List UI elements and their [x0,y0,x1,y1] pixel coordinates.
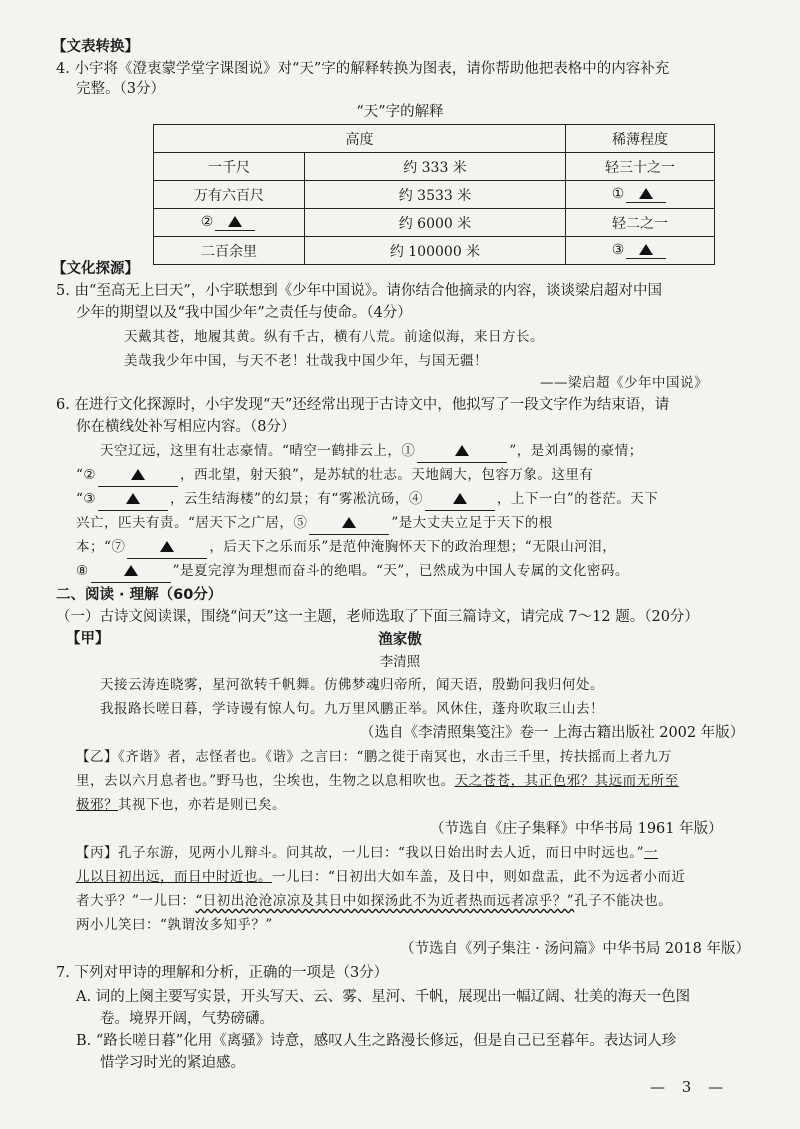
passage-yi-line3 [76,794,286,816]
answer-blank-1[interactable] [417,440,507,463]
poem-author: 李清照 [379,654,421,670]
section-heading-wenhua: 【文化探源】 [52,261,139,277]
table-header-row [154,125,715,153]
table-cell: 轻三十之一 [566,153,715,181]
triangle-icon [126,493,140,504]
q7-option-a-line2[interactable]: 卷。境界开阔，气势磅礴。 [100,1011,274,1027]
wavy-underlined-text: “日初出沧沧凉凉及其日中如探汤此不为近者热而远者凉乎？” [195,893,575,909]
table-header-thinness: 稀薄程度 [566,125,715,153]
triangle-icon [639,188,653,199]
table-cell-blank-2[interactable] [154,209,305,237]
q5-quote-line1: 天戴其苍，地履其黄。纵有千古，横有八荒。前途似海，来日方长。 [124,329,544,345]
q6-passage-line6 [76,560,629,583]
answer-blank-5[interactable] [309,512,389,535]
answer-blank-3[interactable] [98,488,168,511]
table-cell: 约 100000 米 [305,237,566,265]
passage-text: 一儿曰：“日初出大如车盖，及日中，则如盘盂，此不为远者小而近 [272,869,686,885]
q4-text-line1: 4. 小宇将《澄衷蒙学堂字课图说》对“天”字的解释转换为图表，请你帮助他把表格中的内容补充 [56,61,670,77]
table-row [154,181,715,209]
passage-text: ，后天下之乐而乐”是范仲淹胸怀天下的政治理想；“无限山河泪， [209,539,617,555]
q6-passage-line5 [76,536,616,559]
table-cell-blank-1[interactable] [566,181,715,209]
poem-line1: 天接云涛连晓雾，星河欲转千帆舞。仿佛梦魂归帝所，闻天语，殷勤问我归何处。 [100,677,604,693]
table-header-height: 高度 [154,125,566,153]
answer-blank-2[interactable] [98,464,178,487]
passage-text: ⑧ [76,563,89,579]
q7-option-b-line1[interactable]: B. “路长嗟日暮”化用《离骚》诗意，感叹人生之路漫长修远，但是自己已至暮年。表达词人珍 [76,1033,677,1049]
passage-jia-label: 【甲】 [66,631,110,647]
table-row [154,153,715,181]
passage-bing-line3 [76,890,672,912]
table-cell: 约 3533 米 [305,181,566,209]
table-cell: 约 333 米 [305,153,566,181]
triangle-icon [342,517,356,528]
poem-line2: 我报路长嗟日暮，学诗谩有惊人句。九万里风鹏正举。风休住，蓬舟吹取三山去！ [100,701,604,717]
answer-blank[interactable] [215,214,255,231]
passage-text: ”，是刘禹锡的豪情； [509,443,643,459]
table-row [154,209,715,237]
blank-label: ③ [611,242,625,258]
passage-text: 【丙】孔子东游，见两小儿辩斗。问其故，一儿曰：“我以日始出时去人近，而日中时远也。” [76,845,645,861]
triangle-icon [124,565,138,576]
passage-text: ，云生结海楼”的幻景；有“雾凇沆砀，④ [170,491,423,507]
table-cell-blank-3[interactable] [566,237,715,265]
q7-text: 7. 下列对甲诗的理解和分析，正确的一项是（3分） [56,965,389,981]
yi-source: （节选自《庄子集释》中华书局 1961 年版） [430,821,723,837]
table-cell: 轻二之一 [566,209,715,237]
answer-blank-8[interactable] [91,560,171,583]
q6-passage-line1 [100,440,643,463]
table-row [154,237,715,265]
answer-blank[interactable] [626,242,666,259]
table-cell: 万有六百尺 [154,181,305,209]
passage-text: ”是夏完淳为理想而奋斗的绝唱。“天”，已然成为中国人专属的文化密码。 [172,563,629,579]
passage-yi-line1: 【乙】《齐谐》者，志怪者也。《谐》之言曰：“鹏之徙于南冥也，水击三千里，抟扶摇而上者九万 [76,749,672,765]
underlined-text: 儿以日初出远，而日中时近也。 [76,869,272,885]
q5-quote-source: ——梁启超《少年中国说》 [540,375,708,391]
passage-text: “② [76,467,97,483]
answer-blank-7[interactable] [127,536,207,559]
passage-text: 其视下也，亦若是则已矣。 [118,797,286,813]
passage-text: ，上下一白”的苍茫。天下 [496,491,659,507]
passage-bing-line1 [76,842,658,864]
q6-passage-line2 [76,464,593,487]
triangle-icon [453,493,467,504]
passage-bing-line2 [76,866,685,888]
q6-passage-line4 [76,512,553,535]
passage-yi-line2 [76,770,679,792]
table-cell: 一千尺 [154,153,305,181]
passage-text: 天空辽远，这里有壮志豪情。“晴空一鹤排云上，① [100,443,416,459]
q5-text-line1: 5. 由“至高无上曰天”，小宇联想到《少年中国说》。请你结合他摘录的内容，谈谈梁启超对中国 [56,283,663,299]
triangle-icon [455,445,469,456]
underlined-text: 天之苍苍，其正色邪？其远而无所至 [454,773,679,789]
q6-text-line1: 6. 在进行文化探源时，小宇发现“天”还经常出现于古诗文中，他拟写了一段文字作为结束语，请 [56,397,670,413]
passage-bing-line4: 两小儿笑曰：“孰谓汝多知乎？” [76,917,273,933]
passage-text: “③ [76,491,97,507]
q5-text-line2: 少年的期望以及“我中国少年”之责任与使命。（4分） [76,305,412,321]
passage-text: ，西北望，射天狼”，是苏轼的壮志。天地阔大，包容万象。这里有 [180,467,594,483]
passage-text: 孔子不能决也。 [574,893,673,909]
section-heading-wenbiao: 【文表转换】 [52,39,139,55]
tian-table [153,124,715,265]
triangle-icon [639,244,653,255]
passage-text: ”是大丈夫立足于天下的根 [391,515,553,531]
q6-text-line2: 你在横线处补写相应内容。（8分） [76,419,296,435]
blank-label: ① [611,186,625,202]
triangle-icon [131,469,145,480]
q7-option-b-line2[interactable]: 惜学习时光的紧迫感。 [100,1055,245,1071]
section-1-intro: （一）古诗文阅读课，围绕“问天”这一主题，老师选取了下面三篇诗文，请完成 7～12 题。（20分） [56,609,699,625]
section-heading-reading: 二、阅读 · 理解（60分） [56,587,223,603]
passage-text: 兴亡，匹夫有责。“居天下之广居，⑤ [76,515,308,531]
table-caption: “天”字的解释 [356,104,444,120]
q7-option-a-line1[interactable]: A. 词的上阕主要写实景，开头写天、云、雾、星河、千帆，展现出一幅辽阔、壮美的海天一色图 [76,989,691,1005]
table-cell: 约 6000 米 [305,209,566,237]
passage-text: 里，去以六月息者也。”野马也，尘埃也，生物之以息相吹也。 [76,773,455,789]
answer-blank-4[interactable] [425,488,495,511]
underlined-text: 一 [644,845,659,861]
q4-text-line2: 完整。（3分） [76,81,165,97]
triangle-icon [228,216,242,227]
answer-blank[interactable] [626,186,666,203]
underlined-text: 极邪？ [76,797,118,813]
triangle-icon [160,541,174,552]
page-number: — 3 — [650,1078,730,1096]
bing-source: （节选自《列子集注 · 汤问篇》中华书局 2018 年版） [400,941,750,957]
passage-text: 本；“⑦ [76,539,126,555]
q6-passage-line3 [76,488,658,511]
q5-quote-line2: 美哉我少年中国，与天不老！壮哉我中国少年，与国无疆！ [124,353,488,369]
passage-text: 者大乎？”一儿曰： [76,893,196,909]
poem-source: （选自《李清照集笺注》卷一 上海古籍出版社 2002 年版） [360,725,745,741]
blank-label: ② [200,214,214,230]
poem-title: 渔家傲 [378,631,422,648]
table-cell: 二百余里 [154,237,305,265]
